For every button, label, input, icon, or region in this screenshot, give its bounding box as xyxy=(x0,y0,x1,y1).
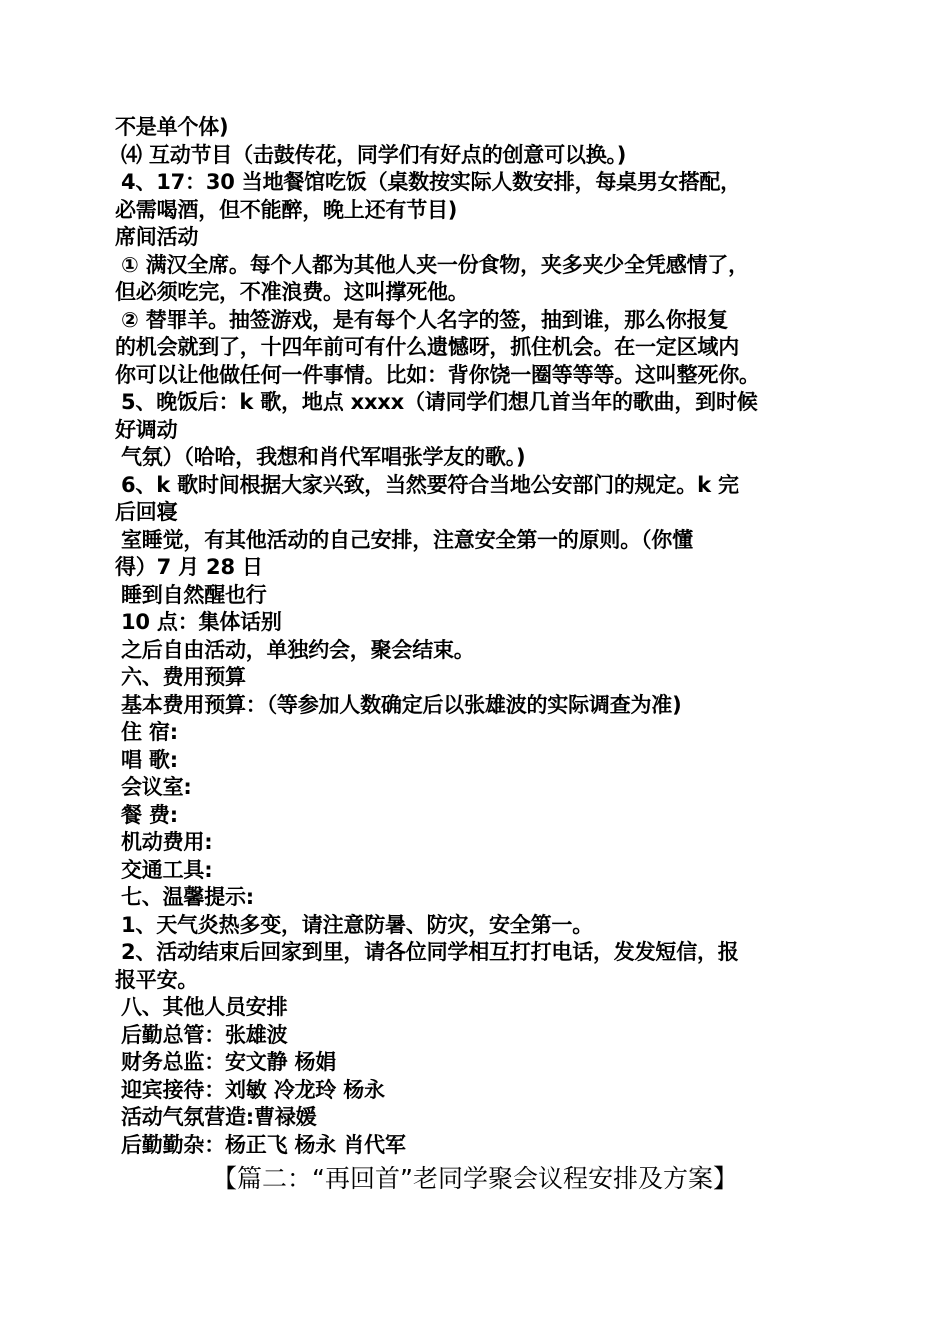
text-line: 2、活动结束后回家到里，请各位同学相互打打电话，发发短信，报 xyxy=(121,940,739,964)
text-line: 唱 歌: xyxy=(121,747,178,772)
text-line: 1、天气炎热多变，请注意防暑、防灾，安全第一。 xyxy=(121,912,594,937)
text-line: 5、晚饭后：k 歌，地点 xxxx（请同学们想几首当年的歌曲，到时候 xyxy=(121,390,758,414)
text-line: 但必须吃完，不准浪费。这叫撑死他。 xyxy=(115,280,469,304)
text-line: 的机会就到了，十四年前可有什么遗憾呀，抓住机会。在一定区域内 xyxy=(115,335,739,359)
text-line: ⑷ 互动节目（击鼓传花，同学们有好点的创意可以换。) xyxy=(121,142,627,167)
text-line: 席间活动 xyxy=(115,225,199,249)
text-line: 室睡觉，有其他活动的自己安排，注意安全第一的原则。（你懂 xyxy=(121,527,693,552)
text-line: 报平安。 xyxy=(115,967,199,992)
text-line: 后回寝 xyxy=(115,500,178,524)
text-line: 不是单个体) xyxy=(115,115,229,139)
text-line: 交通工具: xyxy=(121,857,213,882)
text-line: 迎宾接待：刘敏 冷龙玲 杨永 xyxy=(121,1077,385,1102)
text-line: 6、k 歌时间根据大家兴致，当然要符合当地公安部门的规定。k 完 xyxy=(121,472,739,497)
section-title: 【篇二：“再回首”老同学聚会议程安排及方案】 xyxy=(212,1164,738,1193)
text-line: 会议室: xyxy=(121,775,192,799)
text-line: 10 点：集体话别 xyxy=(121,610,282,634)
section-heading: 七、温馨提示: xyxy=(121,885,254,909)
text-line: 后勤总管：张雄波 xyxy=(121,1022,288,1047)
text-line: 住 宿: xyxy=(121,720,178,744)
text-line: 睡到自然醒也行 xyxy=(121,582,267,607)
text-line: 财务总监：安文静 杨娟 xyxy=(121,1050,337,1074)
section-heading: 八、其他人员安排 xyxy=(121,995,288,1019)
text-line: 必需喝酒，但不能醉，晚上还有节目) xyxy=(115,197,458,222)
text-line: 好调动 xyxy=(115,417,178,442)
text-line: 气氛）（哈哈，我想和肖代军唱张学友的歌。) xyxy=(121,445,526,469)
text-line: 餐 费: xyxy=(121,802,178,827)
text-line: 基本费用预算：（等参加人数确定后以张雄波的实际调查为准) xyxy=(121,692,682,717)
text-line: 机动费用: xyxy=(121,830,213,854)
section-heading: 六、费用预算 xyxy=(121,665,246,689)
document-body xyxy=(115,114,845,1159)
text-line: 你可以让他做任何一件事情。比如：背你饶一圈等等等。这叫整死你。 xyxy=(115,362,760,387)
text-line: 4、17：30 当地餐馆吃饭（桌数按实际人数安排，每桌男女搭配， xyxy=(121,170,741,194)
text-line: 之后自由活动，单独约会，聚会结束。 xyxy=(121,637,475,662)
text-line: 活动气氛营造:曹禄媛 xyxy=(121,1105,317,1129)
text-line: ② 替罪羊。抽签游戏，是有每个人名字的签，抽到谁，那么你报复 xyxy=(121,307,729,332)
text-line: ① 满汉全席。每个人都为其他人夹一份食物，夹多夹少全凭感情了， xyxy=(121,252,749,277)
text-line: 后勤勤杂：杨正飞 杨永 肖代军 xyxy=(121,1132,406,1157)
text-line: 得）7 月 28 日 xyxy=(115,555,263,579)
